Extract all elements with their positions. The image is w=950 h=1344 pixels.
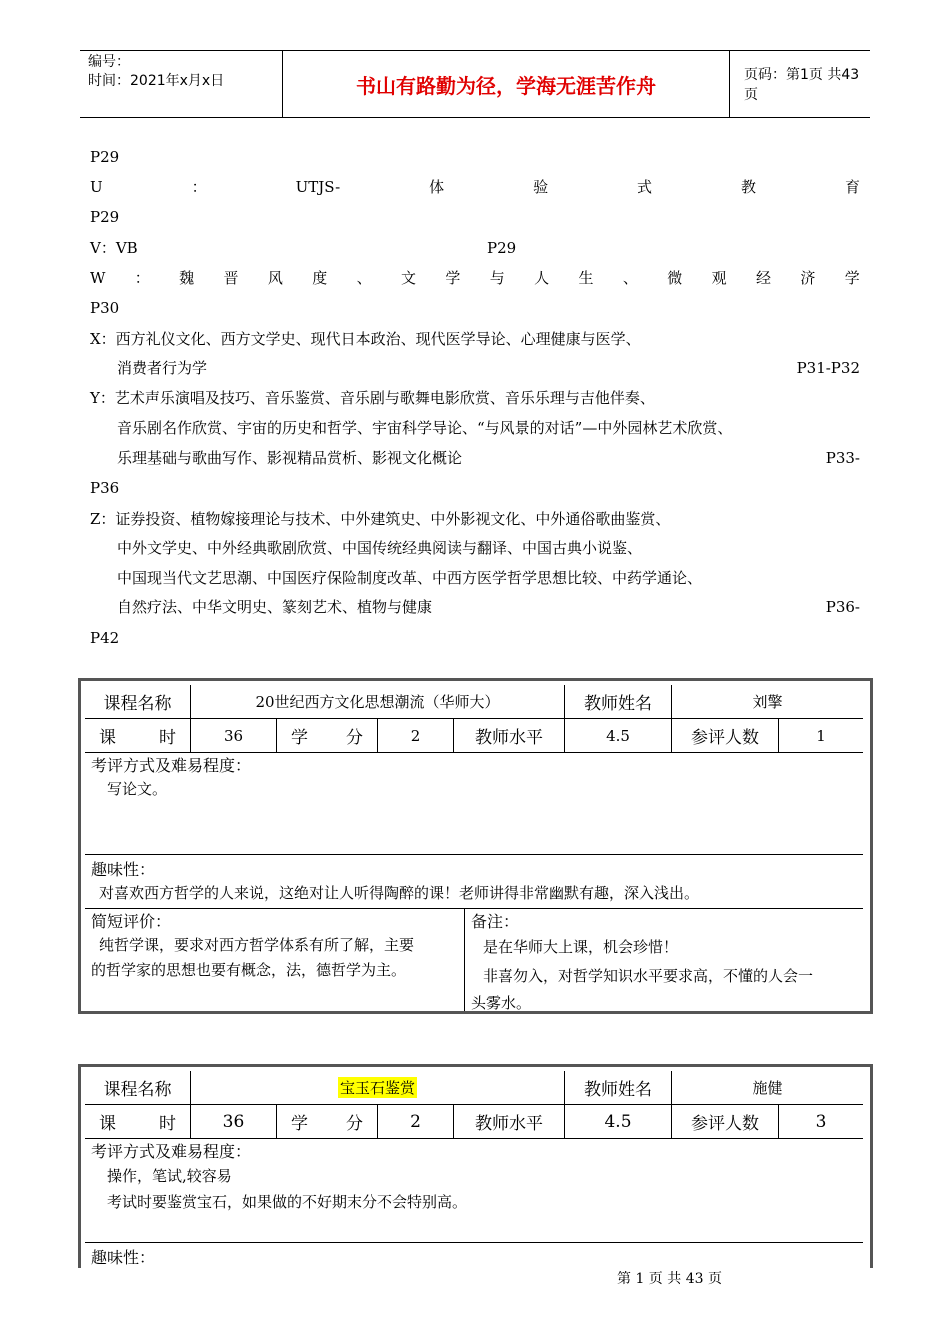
credit-value: 2: [378, 719, 454, 752]
text-line-v: V：VB P29: [90, 239, 517, 257]
credit-value: 2: [378, 1105, 454, 1138]
course-stats-row: [85, 1105, 863, 1139]
course-name-label: 课程名称: [85, 685, 191, 718]
raters-value: 3: [815, 1111, 827, 1132]
header-info: [80, 51, 282, 117]
raters-label: 参评人数: [672, 1105, 779, 1138]
text-line: P29: [90, 148, 120, 166]
interest-label: 趣味性：: [91, 1248, 156, 1267]
teacher-name-value: 施健: [752, 1079, 783, 1097]
text-line: 中外文学史、中外经典歌剧欣赏、中国传统经典阅读与翻译、中国古典小说鉴、: [117, 539, 643, 557]
credit-label: 学 分: [277, 1105, 378, 1138]
teacher-level-value: 4.5: [565, 1105, 672, 1138]
raters-value: 1: [816, 726, 826, 745]
review-label: 简短评价：: [91, 912, 172, 931]
text-line-w: W ： 魏 晋 风 度 、 文 学 与 人 生 、 微 观 经 济 学: [90, 269, 860, 287]
text-line-z: Z：证券投资、植物嫁接理论与技术、中外建筑史、中外影视文化、中外通俗歌曲鉴赏、: [90, 510, 671, 528]
interest-text: 对喜欢西方哲学的人来说，这绝对让人听得陶醉的课！老师讲得非常幽默有趣，深入浅出。: [99, 884, 700, 902]
header-page-label: 页码：第1页 共43页: [744, 67, 860, 103]
text-line: 消费者行为学 P31-P32: [117, 359, 860, 377]
review-text: 纯哲学课，要求对西方哲学体系有所了解，主要: [99, 936, 415, 954]
remarks-text: 非喜勿入，对哲学知识水平要求高，不懂的人会一: [483, 967, 814, 985]
exam-text: 操作，笔试,较容易: [107, 1167, 232, 1185]
header-motto: 书山有路勤为径，学海无涯苦作舟: [282, 51, 730, 117]
teacher-level-value: 4.5: [565, 719, 672, 752]
review-text: 的哲学家的思想也要有概念，法，德哲学为主。: [91, 961, 407, 979]
course-stats-row: [85, 719, 863, 753]
hours-label: 课 时: [85, 719, 191, 752]
interest-section: [85, 855, 863, 909]
number-label: 编号：: [88, 54, 130, 70]
interest-label: 趣味性：: [91, 860, 156, 879]
review-remarks-section: [85, 909, 863, 1011]
review-box: [85, 909, 465, 1011]
text-line: 音乐剧名作欣赏、宇宙的历史和哲学、宇宙科学导论、“与风景的对话”—中外园林艺术欣赏、: [117, 419, 733, 437]
course-table: [78, 678, 873, 1014]
remarks-label: 备注：: [471, 912, 520, 931]
text-line: P29: [90, 208, 120, 226]
exam-label: 考评方式及难易程度：: [91, 1142, 252, 1161]
text-line: P30: [90, 299, 120, 317]
hours-value: 36: [191, 719, 277, 752]
text-line-u: U ： UTJS- 体 验 式 教 育: [90, 178, 860, 196]
remarks-text: 头雾水。: [471, 994, 532, 1012]
teacher-level-label: 教师水平: [454, 1105, 565, 1138]
exam-text: 写论文。: [107, 780, 168, 798]
page-header: [80, 50, 870, 118]
text-line: 乐理基础与歌曲写作、影视精品赏析、影视文化概论 P33-: [117, 449, 860, 467]
text-line-y: Y：艺术声乐演唱及技巧、音乐鉴赏、音乐剧与歌舞电影欣赏、音乐乐理与吉他伴奏、: [90, 389, 655, 407]
course-name-value: 宝玉石鉴赏: [191, 1071, 565, 1104]
teacher-level-label: 教师水平: [454, 719, 565, 752]
course-name-row: [85, 1071, 863, 1105]
teacher-name-label: 教师姓名: [565, 1071, 672, 1104]
text-line: P36: [90, 479, 120, 497]
exam-text: 考试时要鉴赏宝石，如果做的不好期末分不会特别高。: [107, 1193, 468, 1211]
teacher-name-value: 刘擎: [752, 693, 783, 711]
raters-label: 参评人数: [672, 719, 779, 752]
remarks-text: 是在华师大上课，机会珍惜！: [483, 938, 679, 956]
text-line: 自然疗法、中华文明史、篆刻艺术、植物与健康 P36-: [117, 598, 860, 616]
page-footer: 第 1 页 共 43 页: [617, 1271, 722, 1287]
text-line: 中国现当代文艺思潮、中国医疗保险制度改革、中西方医学哲学思想比较、中药学通论、: [117, 569, 703, 587]
time-label: 时间：2021年x月x日: [88, 73, 225, 89]
exam-section: [85, 753, 863, 855]
course-name-row: [85, 685, 863, 719]
text-line-x: X：西方礼仪文化、西方文学史、现代日本政治、现代医学导论、心理健康与医学、: [90, 330, 641, 348]
teacher-name-label: 教师姓名: [565, 685, 672, 718]
hours-value: 36: [191, 1105, 277, 1138]
text-line: P42: [90, 629, 120, 647]
course-name-value: 20世纪西方文化思想潮流（华师大）: [191, 685, 565, 718]
exam-section: [85, 1139, 863, 1243]
course-name-label: 课程名称: [85, 1071, 191, 1104]
credit-label: 学 分: [277, 719, 378, 752]
hours-label: 课 时: [85, 1105, 191, 1138]
interest-section: [85, 1243, 863, 1271]
course-table: [78, 1064, 873, 1268]
remarks-box: [465, 909, 863, 1011]
exam-label: 考评方式及难易程度：: [91, 756, 252, 775]
